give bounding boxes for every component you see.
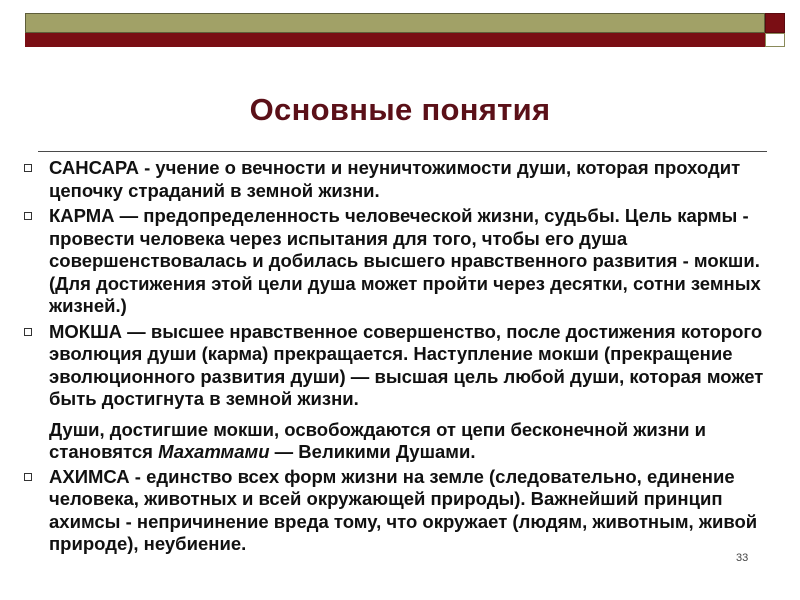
definition-moksha: — высшее нравственное совершенство, после достижения которого эволюция души (карма) прекращается. Наступление мокши (прекращение эволюционного развития души) — высшая цель любой души, которая может быть достигнута в земной жизни.: [49, 320, 764, 409]
slide-title: Основные понятия: [249, 92, 551, 127]
definition-sansara: - учение о вечности и неуничтожимости души, которая проходит цепочку страданий в земной жизни.: [49, 157, 741, 201]
square-bullet-icon: [24, 212, 32, 220]
term-sansara: САНСАРА: [49, 157, 139, 178]
definition-ahimsa: - единство всех форм жизни на земле (следовательно, единение человека, животных и всей окружающей природы). Важнейший принцип ахимсы - непричинение вреда тому, что окружает (людям, животным, живой природе), неубиение.: [49, 465, 758, 554]
list-item-karma: [15, 205, 767, 318]
title-divider: [38, 151, 767, 152]
list-item-moksha: [15, 321, 767, 411]
square-bullet-icon: [24, 473, 32, 481]
mahatma-paragraph: [15, 419, 767, 464]
term-moksha: МОКША: [49, 320, 123, 342]
term-karma: КАРМА: [49, 205, 115, 226]
page-number: 33: [736, 552, 749, 564]
header-square-maroon: [765, 13, 785, 33]
square-bullet-icon: [24, 328, 32, 336]
header-bar-olive: [25, 13, 765, 33]
paragraph-text-start: Души, достигшие мокши, освобождаются от цепи бесконечной жизни и становятся: [49, 418, 707, 462]
slide-content: [15, 157, 767, 559]
list-item-ahimsa: [15, 466, 767, 556]
term-ahimsa: АХИМСА: [49, 465, 130, 487]
definition-karma: — предопределенность человеческой жизни, судьбы. Цель кармы - провести человека через испытания для того, чтобы его душа совершенствовалась и добилась высшего нравственного развития - мокши. (Для достижения этой цели душа может пройти через десятки, сотни земных жизней.): [49, 205, 761, 316]
list-item-sansara: [15, 157, 767, 202]
square-bullet-icon: [24, 164, 32, 172]
header-bar-maroon: [25, 33, 765, 47]
header-square-white: [765, 33, 785, 47]
paragraph-text-end: — Великими Душами.: [269, 441, 476, 462]
paragraph-emphasis: Махатмами: [158, 441, 270, 462]
